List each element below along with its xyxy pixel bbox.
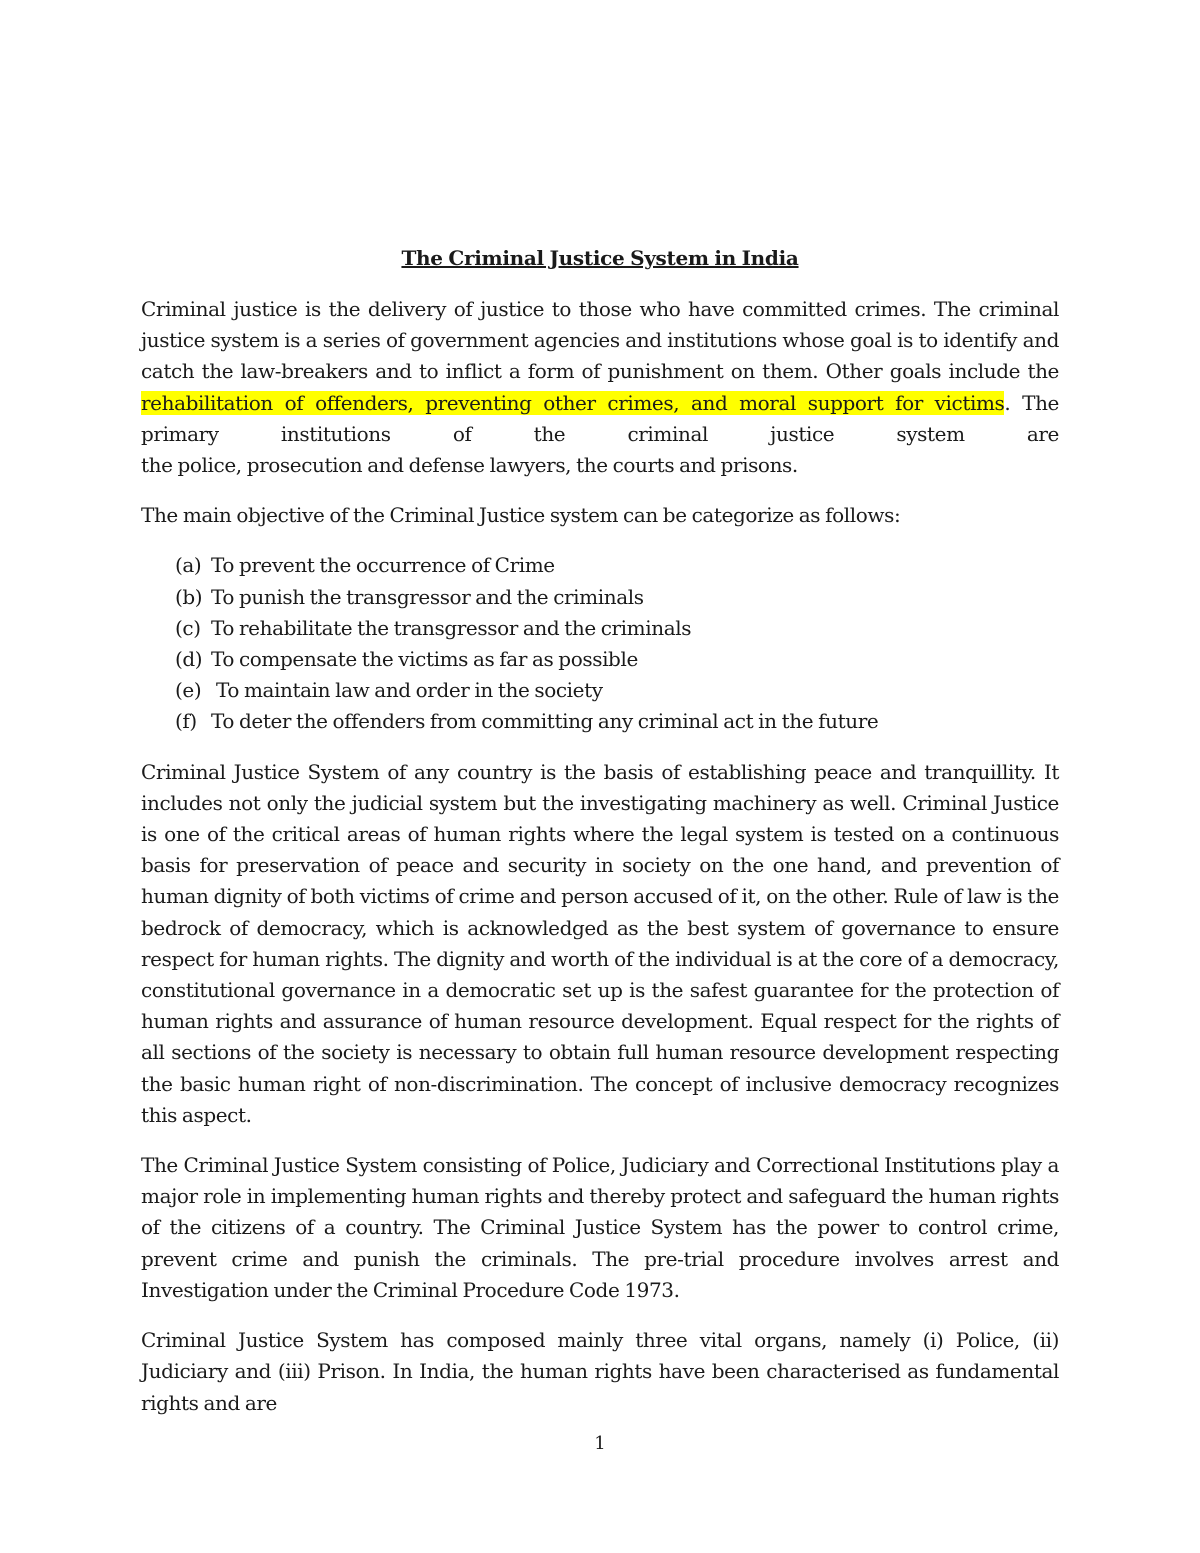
intro-text-before-highlight: Criminal justice is the delivery of justice to those who have committed crimes. The criminal justice system is a series of government agencies and institutions whose goal is to identify and catch the law-breakers and to inflict a form of punishment on them. Other goals include the	[141, 297, 1059, 384]
list-marker: (f)	[175, 709, 197, 734]
intro-text-after-highlight: . The primary institutions of the criminal justice system are	[141, 390, 1059, 446]
list-item	[175, 613, 1059, 644]
document-body	[141, 243, 1059, 1438]
list-item-text: To rehabilitate the transgressor and the criminals	[211, 615, 692, 640]
paragraph-5: Criminal Justice System has composed mainly three vital organs, namely (i) Police, (ii) Judiciary and (iii) Prison. In India, the human rights have been characterised as fundamental rights and are	[141, 1328, 1059, 1415]
list-item	[175, 582, 1059, 613]
document-title: The Criminal Justice System in India	[401, 246, 799, 270]
objectives-intro: The main objective of the Criminal Justice system can be categorize as follows:	[141, 503, 901, 528]
list-item-text: To punish the transgressor and the criminals	[211, 584, 644, 609]
list-marker: (a)	[175, 553, 202, 578]
list-item-text: To deter the offenders from committing any criminal act in the future	[211, 709, 879, 734]
paragraph-3: Criminal Justice System of any country is the basis of establishing peace and tranquillity. It includes not only the judicial system but the investigating machinery as well. Criminal Justice is one of the critical areas of human rights where the legal system is tested on a continuous basis for preservation of peace and security in society on the one hand, and prevention of human dignity of both victims of crime and person accused of it, on the other. Rule of law is the bedrock of democracy, which is acknowledged as the best system of governance to ensure respect for human rights. The dignity and worth of the individual is at the core of a democracy, constitutional governance in a democratic set up is the safest guarantee for the protection of human rights and assurance of human resource development. Equal respect for the rights of all sections of the society is necessary to obtain full human resource development respecting the basic human right of non-discrimination. The concept of inclusive democracy recognizes this aspect.	[141, 759, 1059, 1127]
list-marker: (b)	[175, 584, 203, 609]
list-item-text: To maintain law and order in the society	[211, 678, 603, 703]
list-item-text: To prevent the occurrence of Crime	[211, 553, 555, 578]
highlighted-text: rehabilitation of offenders, preventing other crimes, and moral support for victims	[141, 390, 1005, 415]
intro-last-line: the police, prosecution and defense lawyers, the courts and prisons.	[141, 453, 798, 478]
page-number: 1	[594, 1433, 606, 1454]
list-item	[175, 644, 1059, 675]
objectives-list	[141, 550, 1059, 737]
list-marker: (e)	[175, 678, 202, 703]
paragraph-4: The Criminal Justice System consisting of Police, Judiciary and Correctional Institutions play a major role in implementing human rights and thereby protect and safeguard the human rights of the citizens of a country. The Criminal Justice System has the power to control crime, prevent crime and punish the criminals. The pre-trial procedure involves arrest and Investigation under the Criminal Procedure Code 1973.	[141, 1153, 1059, 1302]
list-item	[175, 706, 1059, 737]
list-marker: (c)	[175, 615, 201, 640]
list-item	[175, 550, 1059, 581]
intro-paragraph	[141, 294, 1059, 481]
list-item	[175, 675, 1059, 706]
list-item-text: To compensate the victims as far as possible	[211, 647, 638, 672]
list-marker: (d)	[175, 647, 203, 672]
